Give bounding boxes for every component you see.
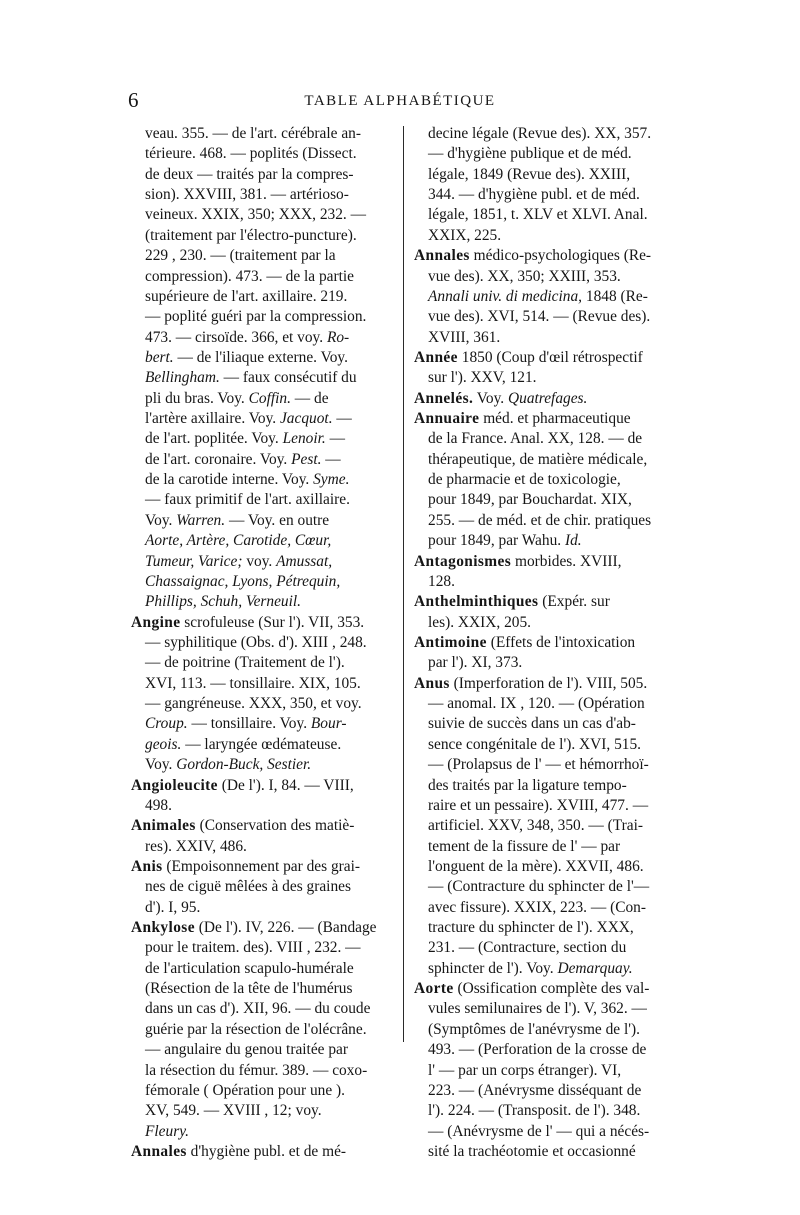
index-line [131, 348, 393, 368]
index-line [414, 287, 676, 307]
index-line [414, 1081, 676, 1101]
entry-text: (traitement par l'électro-puncture). [145, 226, 357, 244]
index-line [414, 328, 676, 348]
index-line [131, 1081, 393, 1101]
italic-reference: geois. [145, 735, 182, 753]
index-line [414, 450, 676, 470]
index-line [131, 429, 393, 449]
entry-headword: Angioleucite [131, 776, 218, 794]
entry-text: — gangréneuse. XXX, 350, et voy. [145, 695, 362, 713]
entry-text: sur l'). XXV, 121. [428, 369, 537, 387]
index-line [414, 613, 676, 633]
entry-text: sphincter de l'). Voy. [428, 959, 558, 977]
index-line [414, 552, 676, 572]
index-line [414, 918, 676, 938]
index-line [414, 1040, 676, 1060]
index-line [131, 144, 393, 164]
index-line [131, 735, 393, 755]
index-line [414, 1122, 676, 1142]
italic-reference: Syme. [313, 471, 350, 489]
index-line [131, 409, 393, 429]
index-line [414, 307, 676, 327]
entry-text: Voy. [473, 389, 509, 407]
entry-text: (Symptômes de l'anévrysme de l'). [428, 1020, 640, 1038]
entry-text: dans un cas d'). XII, 96. — du coude [145, 1000, 371, 1018]
index-line [414, 185, 676, 205]
index-line [414, 511, 676, 531]
italic-reference: Jacquot. [279, 410, 333, 428]
index-line [414, 368, 676, 388]
entry-headword: Anus [414, 674, 450, 692]
entry-text: vules semilunaires de l'). V, 362. — [428, 1000, 647, 1018]
entry-text: XVIII, 361. [428, 328, 501, 346]
entry-text: pour le traitem. des). VIII , 232. — [145, 939, 361, 957]
entry-text: légale, 1851, t. XLV et XLVI. Anal. [428, 206, 648, 224]
entry-text: médico-psychologiques (Re- [469, 247, 652, 265]
entry-text: raire et un pessaire). XVIII, 477. — [428, 796, 649, 814]
entry-text: — Voy. en outre [225, 511, 330, 529]
entry-text: (Expér. sur [538, 593, 610, 611]
entry-text: (De l'). I, 84. — VIII, [217, 776, 354, 794]
entry-text: 128. [428, 572, 455, 590]
index-line [131, 389, 393, 409]
entry-text: l'). 224. — (Transposit. de l'). 348. [428, 1102, 641, 1120]
entry-text: suivie de succès dans un cas d'ab- [428, 715, 636, 733]
italic-reference: Tumeur, Varice; [145, 552, 243, 570]
italic-reference: Ro- [326, 328, 350, 346]
index-line [131, 653, 393, 673]
entry-text: compression). 473. — de la partie [145, 267, 354, 285]
entry-text: (De l'). IV, 226. — (Bandage [194, 919, 377, 937]
entry-text: Voy. [145, 511, 177, 529]
entry-text: de l'art. coronaire. Voy. [145, 450, 292, 468]
index-line [414, 267, 676, 287]
entry-text: des traités par la ligature tempo- [428, 776, 627, 794]
entry-text: — angulaire du genou traitée par [145, 1041, 348, 1059]
entry-text: artificiel. XXV, 348, 350. — (Trai- [428, 817, 644, 835]
italic-reference: Chassaignac, Lyons, Pétrequin, [145, 572, 341, 590]
italic-reference: bert. [145, 348, 174, 366]
index-line [414, 653, 676, 673]
entry-text: pour 1849, par Bouchardat. XIX, [428, 491, 632, 509]
index-line [414, 429, 676, 449]
index-line [414, 938, 676, 958]
italic-reference: Lenoir. [282, 430, 326, 448]
entry-headword: Animales [131, 817, 196, 835]
index-line [131, 470, 393, 490]
index-line [414, 592, 676, 612]
entry-text: — faux primitif de l'art. axillaire. [145, 491, 350, 509]
entry-text: fémorale ( Opération pour une ). [145, 1081, 345, 1099]
index-line [414, 226, 676, 246]
italic-reference: Quatrefages. [508, 389, 588, 407]
entry-text: supérieure de l'art. axillaire. 219. [145, 287, 348, 305]
page-number: 6 [128, 88, 139, 112]
index-line [131, 246, 393, 266]
italic-reference: Phillips, Schuh, Verneuil. [145, 593, 302, 611]
index-line [131, 816, 393, 836]
entry-text: pli du bras. Voy. [145, 389, 249, 407]
entry-headword: Anis [131, 857, 163, 875]
index-line [131, 552, 393, 572]
entry-headword: Antagonismes [414, 552, 512, 570]
italic-reference: Croup. [145, 715, 188, 733]
index-line [131, 1122, 393, 1142]
index-line [414, 633, 676, 653]
entry-text: légale, 1849 (Revue des). XXIII, [428, 165, 631, 183]
italic-reference: Bellingham. [145, 369, 220, 387]
entry-text: XVI, 113. — tonsillaire. XIX, 105. [145, 674, 361, 692]
index-line [131, 999, 393, 1019]
entry-headword: Angine [131, 613, 181, 631]
index-line [131, 694, 393, 714]
entry-text: l'artère axillaire. Voy. [145, 410, 280, 428]
entry-text: — (Contracture du sphincter de l'— [428, 878, 650, 896]
entry-text: scrofuleuse (Sur l'). VII, 353. [180, 613, 365, 631]
index-line [414, 124, 676, 144]
index-line [414, 144, 676, 164]
entry-text: thérapeutique, de matière médicale, [428, 450, 648, 468]
entry-text: (Ossification complète des val- [453, 980, 650, 998]
entry-text: morbides. XVIII, [511, 552, 622, 570]
index-line [131, 1142, 393, 1162]
index-line [414, 979, 676, 999]
index-line [414, 348, 676, 368]
entry-text: de la France. Anal. XX, 128. — de [428, 430, 643, 448]
entry-headword: Annales [414, 247, 470, 265]
entry-text: (Résection de la tête de l'humérus [145, 980, 353, 998]
entry-headword: Annelés. [414, 389, 474, 407]
entry-text: 473. — cirsoïde. 366, et voy. [145, 328, 327, 346]
entry-text: térieure. 468. — poplités (Dissect. [145, 145, 357, 163]
italic-reference: Bour- [310, 715, 347, 733]
entry-text: res). XXIV, 486. [145, 837, 247, 855]
index-line [414, 572, 676, 592]
entry-text: — (Anévrysme de l' — qui a nécés- [428, 1122, 650, 1140]
index-line [131, 674, 393, 694]
index-line [131, 796, 393, 816]
index-line [414, 796, 676, 816]
entry-text: 229 , 230. — (traitement par la [145, 247, 336, 265]
index-line [414, 531, 676, 551]
entry-text: (Effets de l'intoxication [486, 633, 636, 651]
index-line [414, 1142, 676, 1162]
entry-text: (Imperforation de l'). VIII, 505. [449, 674, 648, 692]
entry-text: 255. — de méd. et de chir. pratiques [428, 511, 652, 529]
left-column [131, 124, 393, 1162]
entry-text: 493. — (Perforation de la crosse de [428, 1041, 647, 1059]
entry-text: — de [290, 389, 329, 407]
index-line [414, 1101, 676, 1121]
entry-text: l' — par un corps étranger). VI, [428, 1061, 622, 1079]
index-line [414, 389, 676, 409]
entry-text: de la carotide interne. Voy. [145, 471, 314, 489]
entry-text: veineux. XXIX, 350; XXX, 232. — [145, 206, 366, 224]
index-line [131, 165, 393, 185]
entry-text: — poplité guéri par la compression. [145, 308, 367, 326]
index-line [414, 205, 676, 225]
index-line [414, 816, 676, 836]
entry-text: — faux consécutif du [219, 369, 357, 387]
index-line [131, 613, 393, 633]
running-title: TABLE ALPHABÉTIQUE [304, 93, 496, 109]
index-line [131, 287, 393, 307]
entry-headword: Antimoine [414, 633, 487, 651]
index-line [414, 694, 676, 714]
index-line [414, 246, 676, 266]
entry-text: — syphilitique (Obs. d'). XIII , 248. [145, 633, 367, 651]
entry-text: nes de ciguë mêlées à des graines [145, 878, 351, 896]
entry-headword: Aorte [414, 980, 454, 998]
index-line [131, 633, 393, 653]
entry-text: — d'hygiène publique et de méd. [428, 145, 632, 163]
index-line [131, 877, 393, 897]
entry-text: — anomal. IX , 120. — (Opération [428, 695, 645, 713]
entry-text: d'). I, 95. [145, 898, 201, 916]
entry-headword: Anthelminthiques [414, 593, 539, 611]
index-line [414, 409, 676, 429]
index-line [131, 267, 393, 287]
index-line [414, 776, 676, 796]
index-line [414, 755, 676, 775]
entry-text: 498. [145, 796, 172, 814]
entry-text: XV, 549. — XVIII , 12; voy. [145, 1102, 322, 1120]
italic-reference: Pest. [291, 450, 322, 468]
italic-reference: Coffin. [248, 389, 291, 407]
index-line [414, 735, 676, 755]
index-line [131, 918, 393, 938]
entry-text: voy. [242, 552, 277, 570]
entry-text: — [321, 450, 341, 468]
entry-text: sence congénitale de l'). XVI, 515. [428, 735, 642, 753]
index-line [131, 185, 393, 205]
italic-reference: Id. [564, 532, 582, 550]
index-line [414, 490, 676, 510]
entry-text: decine légale (Revue des). XX, 357. [428, 125, 652, 142]
index-line [131, 592, 393, 612]
entry-text: — [325, 430, 345, 448]
index-line [131, 898, 393, 918]
entry-text: tracture du sphincter de l'). XXX, [428, 919, 634, 937]
index-line [131, 124, 393, 144]
entry-text: XXIX, 225. [428, 226, 502, 244]
entry-text: par l'). XI, 373. [428, 654, 523, 672]
index-line [414, 857, 676, 877]
entry-text: de deux — traités par la compres- [145, 165, 354, 183]
index-line [414, 877, 676, 897]
entry-text: les). XXIX, 205. [428, 613, 532, 631]
entry-text: — [332, 410, 352, 428]
index-line [414, 470, 676, 490]
entry-text: 223. — (Anévrysme disséquant de [428, 1081, 642, 1099]
entry-text: — tonsillaire. Voy. [187, 715, 311, 733]
entry-text: guérie par la résection de l'olécrâne. [145, 1020, 367, 1038]
index-line [414, 959, 676, 979]
index-line [131, 511, 393, 531]
index-line [131, 857, 393, 877]
index-line [131, 776, 393, 796]
index-line [131, 1020, 393, 1040]
entry-text: 344. — d'hygiène publ. et de méd. [428, 186, 640, 204]
entry-text: vue des). XVI, 514. — (Revue des). [428, 308, 651, 326]
index-line [414, 999, 676, 1019]
index-line [131, 490, 393, 510]
italic-reference: Annali univ. di medicina, [428, 287, 583, 305]
entry-text: 1848 (Re- [582, 287, 648, 305]
entry-text: méd. et pharmaceutique [479, 410, 631, 428]
entry-headword: Annales [131, 1142, 187, 1160]
index-line [131, 368, 393, 388]
index-line [131, 1040, 393, 1060]
index-line [131, 328, 393, 348]
index-line [131, 979, 393, 999]
index-line [414, 674, 676, 694]
entry-headword: Annuaire [414, 410, 480, 428]
entry-headword: Année [414, 348, 458, 366]
italic-reference: Amussat, [276, 552, 333, 570]
entry-text: avec fissure). XXIX, 223. — (Con- [428, 898, 646, 916]
entry-text: — de l'iliaque externe. Voy. [173, 348, 348, 366]
index-line [414, 1020, 676, 1040]
entry-text: de l'art. poplitée. Voy. [145, 430, 283, 448]
index-line [131, 572, 393, 592]
entry-text: — (Prolapsus de l' — et hémorrhoï- [428, 756, 649, 774]
index-line [131, 1061, 393, 1081]
index-line [131, 755, 393, 775]
entry-text: Voy. [145, 756, 177, 774]
entry-text: — laryngée œdémateuse. [181, 735, 342, 753]
entry-text: la résection du fémur. 389. — coxo- [145, 1061, 368, 1079]
index-line [414, 1061, 676, 1081]
index-line [131, 1101, 393, 1121]
entry-text: de l'articulation scapulo-humérale [145, 959, 354, 977]
entry-text: (Conservation des matiè- [195, 817, 355, 835]
index-line [131, 959, 393, 979]
index-line [131, 938, 393, 958]
entry-headword: Ankylose [131, 919, 195, 937]
entry-text: veau. 355. — de l'art. cérébrale an- [145, 125, 361, 142]
italic-reference: Gordon-Buck, Sestier. [176, 756, 312, 774]
index-line [131, 531, 393, 551]
entry-text: pour 1849, par Wahu. [428, 532, 565, 550]
index-line [131, 450, 393, 470]
index-line [414, 837, 676, 857]
entry-text: sité la trachéotomie et occasionné [428, 1142, 636, 1160]
index-line [131, 307, 393, 327]
entry-text: tement de la fissure de l' — par [428, 837, 621, 855]
italic-reference: Fleury. [145, 1122, 190, 1140]
entry-text: d'hygiène publ. et de mé- [186, 1142, 347, 1160]
index-line [414, 165, 676, 185]
entry-text: — de poitrine (Traitement de l'). [145, 654, 345, 672]
italic-reference: Aorte, Artère, Carotide, Cœur, [145, 532, 332, 550]
entry-text: (Empoisonnement par des grai- [162, 857, 361, 875]
index-line [414, 714, 676, 734]
column-divider [403, 126, 404, 1042]
italic-reference: Warren. [176, 511, 226, 529]
index-line [131, 837, 393, 857]
entry-text: l'onguent de la mère). XXVII, 486. [428, 857, 644, 875]
entry-text: sion). XXVIII, 381. — artérioso- [145, 186, 349, 204]
index-line [131, 226, 393, 246]
index-line [414, 898, 676, 918]
entry-text: vue des). XX, 350; XXIII, 353. [428, 267, 621, 285]
entry-text: 1850 (Coup d'œil rétrospectif [457, 348, 643, 366]
right-column [414, 124, 676, 1162]
italic-reference: Demarquay. [557, 959, 633, 977]
entry-text: 231. — (Contracture, section du [428, 939, 627, 957]
index-line [131, 205, 393, 225]
entry-text: de pharmacie et de toxicologie, [428, 471, 621, 489]
index-line [131, 714, 393, 734]
